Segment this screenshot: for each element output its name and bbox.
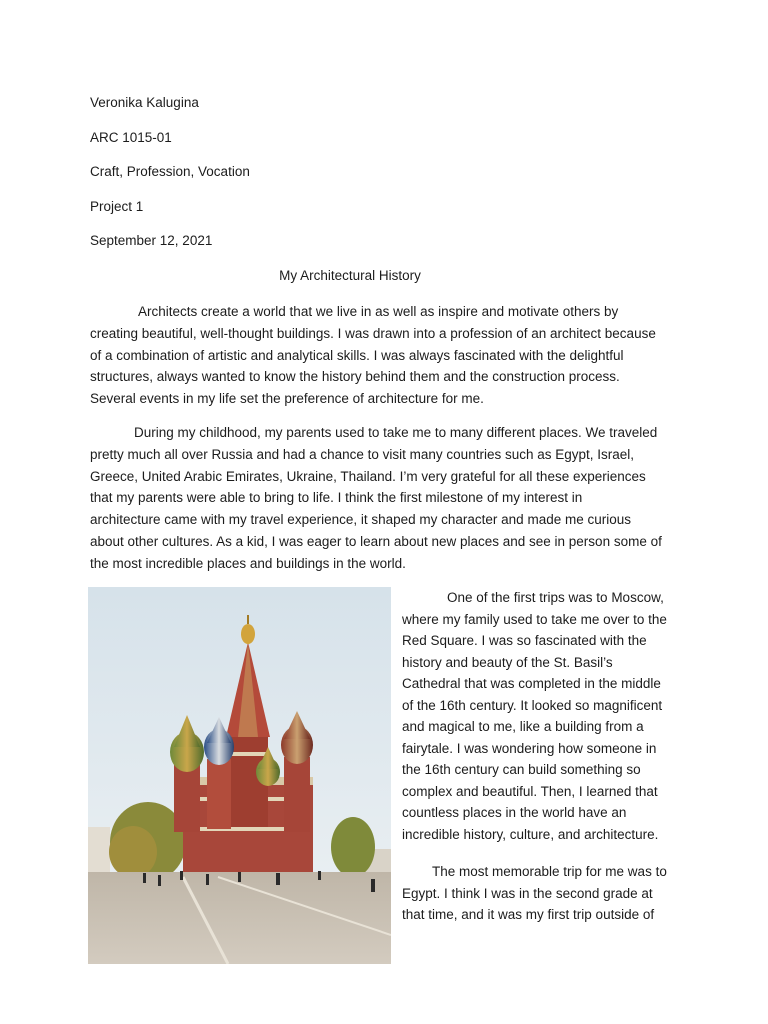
- text-line: architecture came with my travel experience, it shaped my character and made me curious: [90, 512, 631, 528]
- course-title: Craft, Profession, Vocation: [90, 164, 250, 179]
- text-line: complex and beautiful. Then, I learned that: [402, 783, 658, 799]
- document-title: My Architectural History: [279, 268, 421, 283]
- text-line: where my family used to take me over to the: [402, 611, 667, 627]
- text-line: that time, and it was my first trip outside of: [402, 907, 655, 922]
- text-line: Greece, United Arabic Emirates, Ukraine, Thailand. I’m very grateful for all these experiences: [90, 468, 646, 484]
- paragraph-1: [90, 301, 676, 410]
- text-line: Red Square. I was so fascinated with the: [402, 633, 647, 648]
- text-line: Cathedral that was completed in the middle: [402, 676, 661, 691]
- text-line: Egypt. I think I was in the second grade at: [402, 885, 653, 901]
- author-name: Veronika Kalugina: [90, 95, 199, 110]
- text-line: about other cultures. As a kid, I was eager to learn about new places and see in person some of: [90, 533, 662, 549]
- text-line: countless places in the world have an: [402, 805, 627, 820]
- text-line: Architects create a world that we live in as well as inspire and motivate others by: [138, 304, 619, 319]
- text-line: and magical to me, like a building from a: [402, 719, 644, 734]
- course-code: ARC 1015-01: [90, 130, 172, 145]
- text-line: During my childhood, my parents used to take me to many different places. We traveled: [134, 425, 658, 440]
- text-line: history and beauty of the St. Basil’s: [402, 654, 613, 670]
- text-line: fairytale. I was wondering how someone in: [402, 740, 657, 756]
- text-line: creating beautiful, well-thought buildings. I was drawn into a profession of an architect because: [90, 325, 656, 341]
- text-line: pretty much all over Russia and had a chance to visit many countries such as Egypt, Israel,: [90, 446, 635, 462]
- text-line: that my parents were able to bring to life. I think the first milestone of my interest in: [90, 490, 583, 506]
- text-line: structures, always wanted to know the history behind them and the construction process.: [90, 369, 620, 385]
- text-line: of the 16th century. It looked so magnificent: [402, 697, 663, 713]
- text-line: of a combination of artistic and analytical skills. I was always fascinated with the delightful: [90, 347, 624, 363]
- project-label: Project 1: [90, 199, 144, 214]
- text-line: the 16th century can build something so: [402, 762, 641, 777]
- document-date: September 12, 2021: [90, 233, 213, 248]
- text-line: One of the first trips was to Moscow,: [447, 590, 664, 605]
- text-line: The most memorable trip for me was to: [432, 864, 667, 879]
- text-line: incredible history, culture, and architecture.: [402, 826, 659, 842]
- paragraph-2: [90, 422, 676, 575]
- paragraph-4: [402, 861, 682, 926]
- paragraph-3: [402, 587, 682, 845]
- cathedral-photo: [88, 587, 391, 964]
- text-line: the most incredible places and buildings in the world.: [90, 555, 406, 571]
- text-line: Several events in my life set the preference of architecture for me.: [90, 391, 484, 407]
